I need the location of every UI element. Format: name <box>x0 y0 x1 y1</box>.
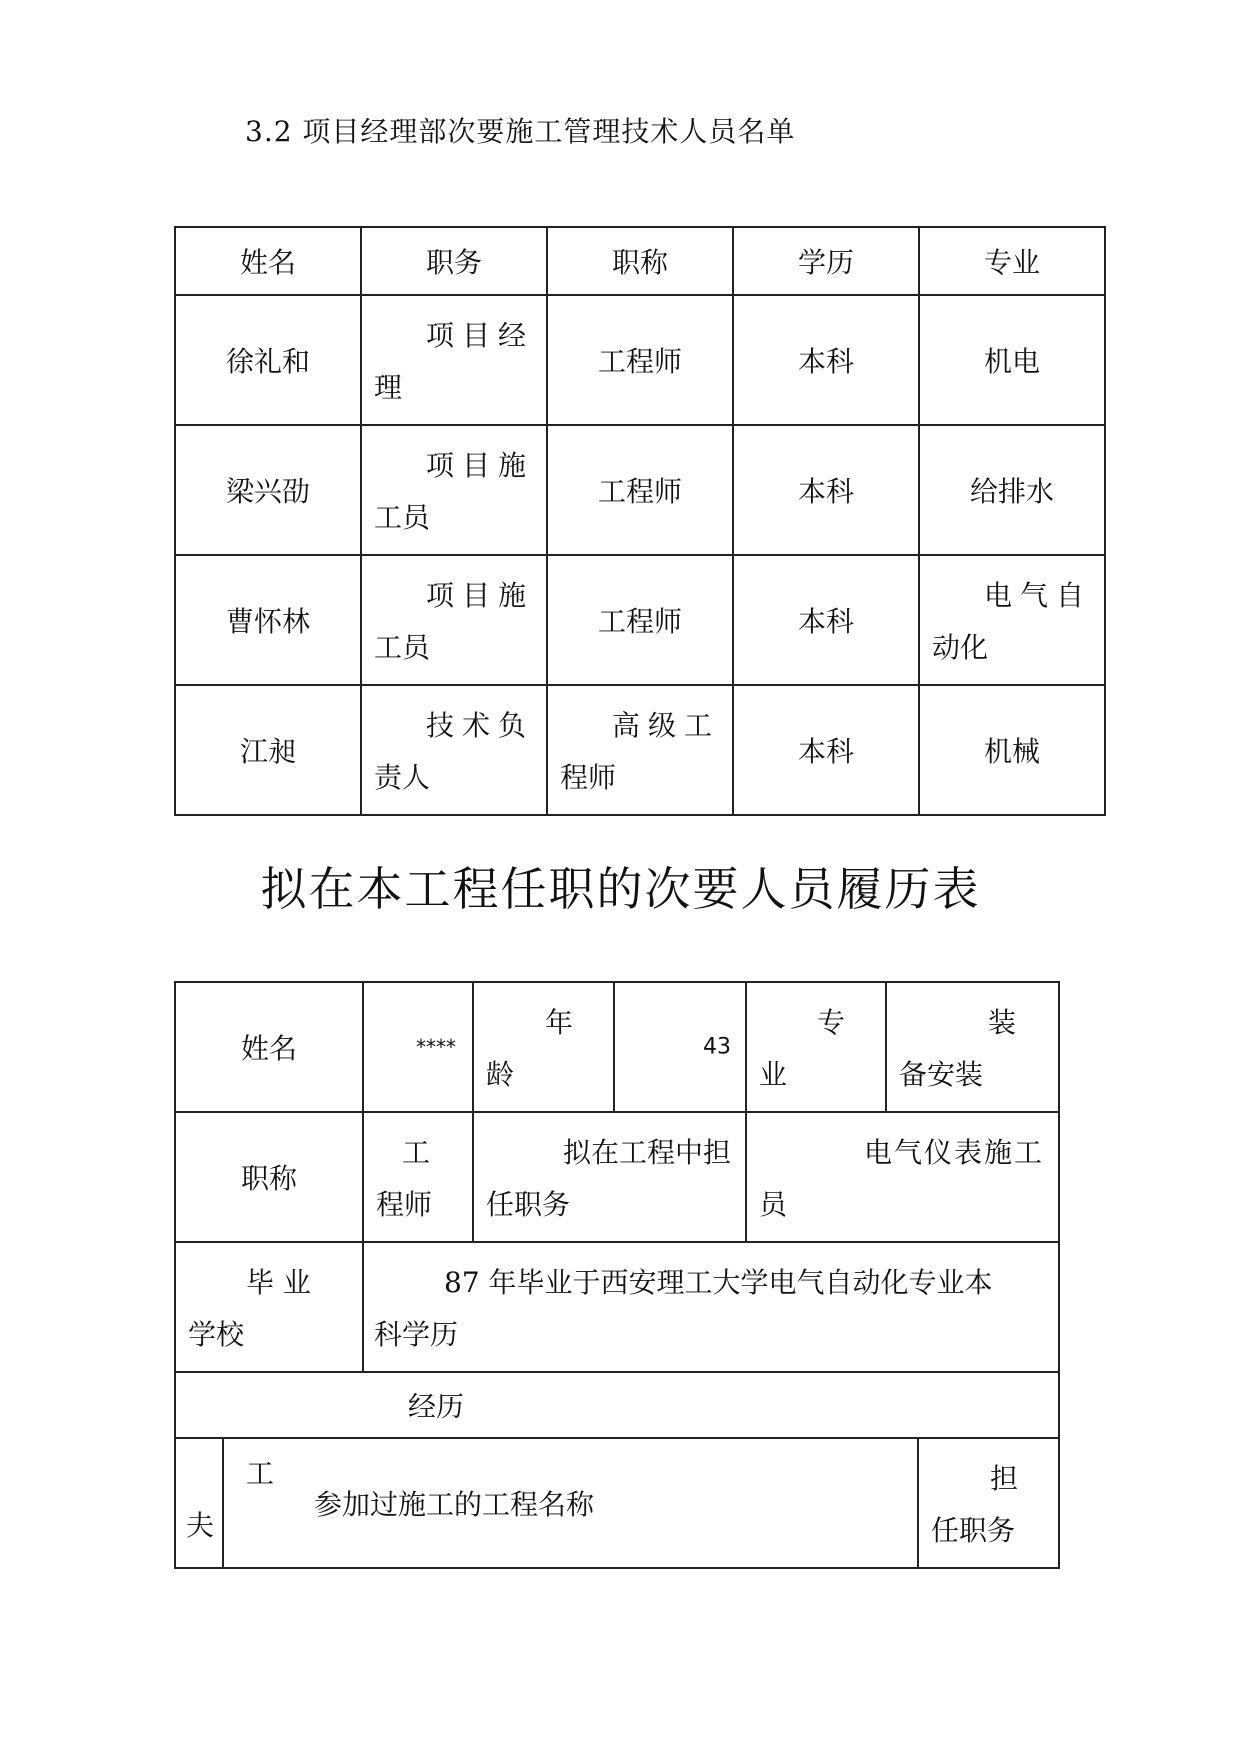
cell-name: 曹怀林 <box>175 555 361 685</box>
cell-title: 工程师 <box>547 295 733 425</box>
cell-position <box>361 555 547 685</box>
text-line: 项目施 <box>425 449 534 482</box>
cell-education: 本科 <box>733 295 919 425</box>
text-line: 技术负 <box>425 709 534 742</box>
cell-position <box>361 295 547 425</box>
text-line: 拟在工程中担 <box>563 1136 732 1169</box>
text-line: 项目施 <box>425 579 534 612</box>
role-value <box>746 1112 1059 1242</box>
resume-row-school <box>175 1242 1059 1372</box>
staff-table <box>174 226 1106 816</box>
cell-education: 本科 <box>733 685 919 815</box>
cell-major: 机电 <box>919 295 1105 425</box>
cell-title: 工程师 <box>547 555 733 685</box>
header-major: 专业 <box>919 227 1105 295</box>
text-line: 参加过施工的工程名称 <box>314 1488 595 1521</box>
table-row <box>175 685 1105 815</box>
name-label: 姓名 <box>175 982 363 1112</box>
title-label: 职称 <box>175 1112 363 1242</box>
header-education: 学历 <box>733 227 919 295</box>
text-line: 任职务 <box>931 1514 1016 1547</box>
text-line: 夫 <box>186 1509 215 1542</box>
text-line: 毕 业 <box>246 1266 311 1299</box>
cell-education: 本科 <box>733 425 919 555</box>
resume-row-title <box>175 1112 1059 1242</box>
duty-label <box>918 1438 1059 1568</box>
text-line: 高级工 <box>611 709 720 742</box>
resume-title: 拟在本工程任职的次要人员履历表 <box>260 862 981 916</box>
text-line: 经历 <box>408 1390 465 1423</box>
header-position: 职务 <box>361 227 547 295</box>
text-line: 程师 <box>376 1188 433 1221</box>
experience-label <box>175 1372 1059 1438</box>
text-line: 龄 <box>486 1058 515 1091</box>
table-row <box>175 295 1105 425</box>
text-line: 备安装 <box>899 1058 984 1091</box>
school-label <box>175 1242 363 1372</box>
text-line: 工 <box>246 1457 275 1490</box>
table-header-row <box>175 227 1105 295</box>
school-value <box>363 1242 1059 1372</box>
projects-label <box>223 1438 918 1568</box>
cell-major: 机械 <box>919 685 1105 815</box>
age-value <box>614 982 746 1112</box>
text-line: 学校 <box>188 1318 245 1351</box>
cell-position <box>361 425 547 555</box>
cell-title <box>547 685 733 815</box>
resume-row-basic <box>175 982 1059 1112</box>
resume-row-experience <box>175 1372 1059 1438</box>
name-value <box>363 982 473 1112</box>
text-line: 43 <box>703 1034 732 1060</box>
header-title: 职称 <box>547 227 733 295</box>
text-line: 员 <box>759 1188 788 1221</box>
text-line: 电气自 <box>983 579 1092 612</box>
table-row <box>175 425 1105 555</box>
text-line: 工员 <box>374 501 431 534</box>
header-name: 姓名 <box>175 227 361 295</box>
text-line: 项目经 <box>425 319 534 352</box>
text-line: 装 <box>988 1006 1017 1039</box>
text-line: 程师 <box>560 761 617 794</box>
text-line: 87 年毕业于西安理工大学电气自动化专业本 <box>444 1266 993 1299</box>
text-line: 工员 <box>374 631 431 664</box>
text-line: 动化 <box>932 631 989 664</box>
table-row <box>175 555 1105 685</box>
title-value <box>363 1112 473 1242</box>
cell-name: 徐礼和 <box>175 295 361 425</box>
text-line: **** <box>416 1035 457 1059</box>
text-line: 业 <box>759 1058 788 1091</box>
text-line: 理 <box>374 371 403 404</box>
major-label <box>746 982 886 1112</box>
cell-position <box>361 685 547 815</box>
cell-major: 给排水 <box>919 425 1105 555</box>
text-line: 电气仪表施工 <box>864 1136 1045 1169</box>
role-label <box>473 1112 746 1242</box>
text-line: 担 <box>990 1462 1019 1495</box>
section-heading: 3.2 项目经理部次要施工管理技术人员名单 <box>245 115 796 148</box>
cell-name: 梁兴劭 <box>175 425 361 555</box>
cell-name: 江昶 <box>175 685 361 815</box>
cell-major <box>919 555 1105 685</box>
major-value <box>886 982 1059 1112</box>
cell-education: 本科 <box>733 555 919 685</box>
text-line: 任职务 <box>486 1188 571 1221</box>
age-label <box>473 982 614 1112</box>
text-line: 责人 <box>374 761 431 794</box>
text-line: 工 <box>402 1136 431 1169</box>
text-line: 科学历 <box>374 1318 459 1351</box>
work-label-text <box>174 1434 314 1562</box>
text-line: 专 <box>817 1006 846 1039</box>
cell-title: 工程师 <box>547 425 733 555</box>
text-line: 年 <box>545 1006 574 1039</box>
